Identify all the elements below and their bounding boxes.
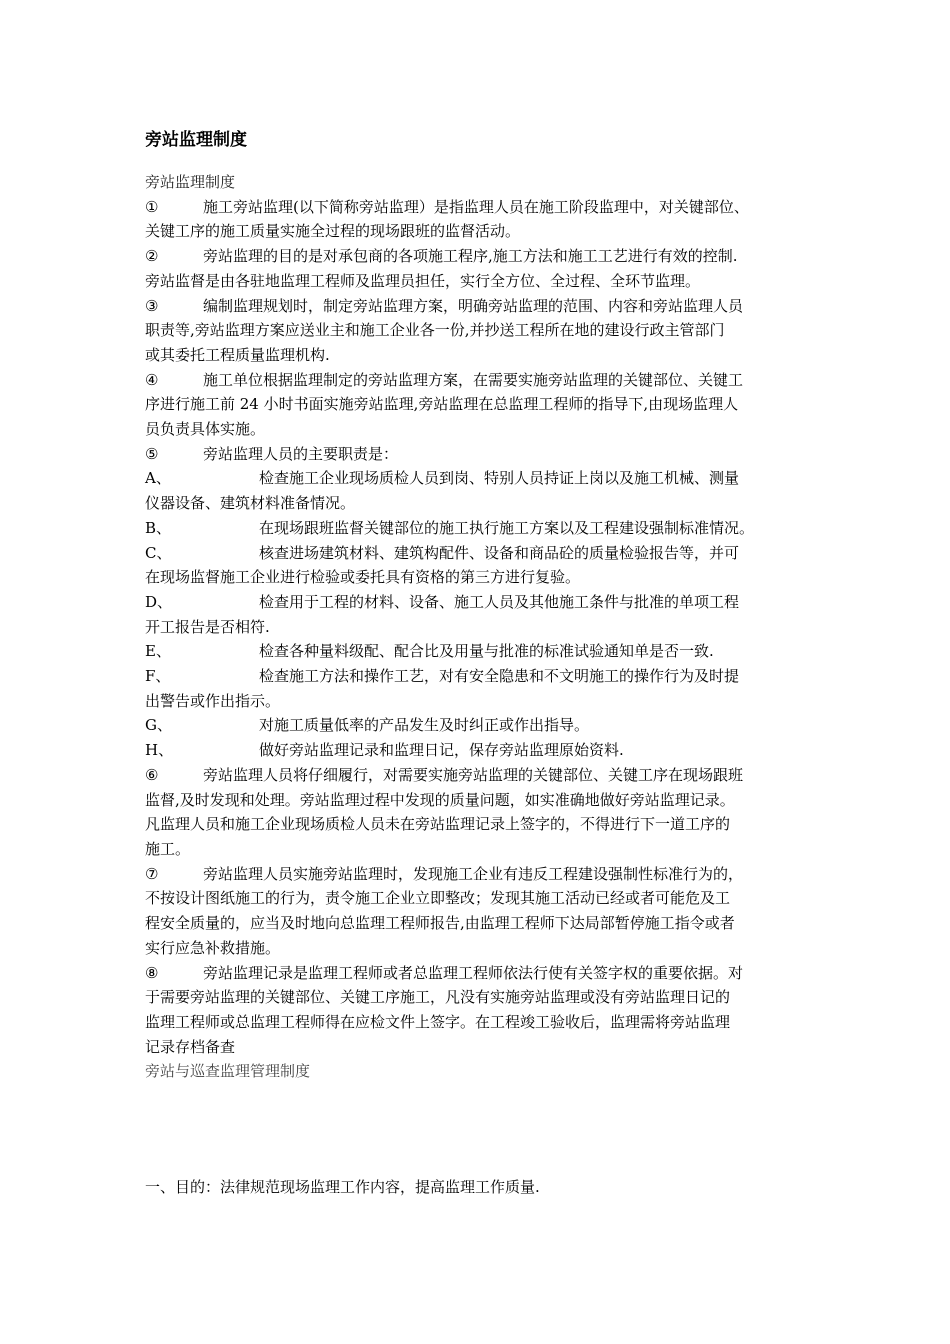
item-marker: B、 xyxy=(145,518,172,537)
item-marker: D、 xyxy=(145,592,173,611)
paragraph-list-1 xyxy=(145,195,810,467)
line-text: 对施工质量低率的产品发生及时纠正或作出指导。 xyxy=(259,716,590,735)
line-text: 职责等,旁站监理方案应送业主和施工企业各一份,并抄送工程所在地的建设行政主管部门 xyxy=(145,321,725,340)
text-line xyxy=(145,862,810,887)
line-text: 检查施工方法和操作工艺，对有安全隐患和不文明施工的操作行为及时提 xyxy=(259,667,740,686)
line-text: 在现场跟班监督关键部位的施工执行施工方案以及工程建设强制标准情况。 xyxy=(259,518,755,537)
line-text: 在现场监督施工企业进行检验或委托具有资格的第三方进行复验。 xyxy=(145,568,581,587)
text-line xyxy=(145,639,810,664)
line-text: 施工。 xyxy=(145,839,191,858)
text-line xyxy=(145,565,810,590)
text-line xyxy=(145,466,810,491)
item-marker: ⑧ xyxy=(145,963,159,982)
line-text: 检查施工企业现场质检人员到岗、特别人员持证上岗以及施工机械、测量 xyxy=(259,469,740,488)
line-text: 凡监理人员和施工企业现场质检人员未在旁站监理记录上签字的，不得进行下一道工序的 xyxy=(145,815,731,834)
text-line xyxy=(145,837,810,862)
duty-item xyxy=(145,516,810,541)
document-title: 旁站监理制度 xyxy=(145,130,247,150)
text-line xyxy=(145,269,810,294)
duty-item xyxy=(145,639,810,664)
line-text: 出警告或作出指示。 xyxy=(145,691,281,710)
duty-item xyxy=(145,738,810,763)
line-text: 于需要旁站监理的关键部位、关键工序施工，凡没有实施旁站监理或没有旁站监理日记的 xyxy=(145,988,731,1007)
duty-item xyxy=(145,713,810,738)
paragraph-list-2 xyxy=(145,763,810,1059)
item-marker: ③ xyxy=(145,296,159,315)
duty-item xyxy=(145,541,810,590)
text-line xyxy=(145,985,810,1010)
line-text: 开工报告是否相符. xyxy=(145,617,270,636)
numbered-paragraph xyxy=(145,862,810,961)
item-marker: E、 xyxy=(145,642,171,661)
line-text: 序进行施工前 24 小时书面实施旁站监理,旁站监理在总监理工程师的指导下,由现场监理人 xyxy=(145,395,739,414)
numbered-paragraph xyxy=(145,195,810,244)
text-line xyxy=(145,1035,810,1060)
line-text: 旁站监理记录是监理工程师或者总监理工程师依法行使有关签字权的重要依据。对 xyxy=(203,963,744,982)
line-text: 做好旁站监理记录和监理日记，保存旁站监理原始资料. xyxy=(259,741,624,760)
text-line xyxy=(145,244,810,269)
item-marker: ⑦ xyxy=(145,864,159,883)
line-text: 施工单位根据监理制定的旁站监理方案，在需要实施旁站监理的关键部位、关键工 xyxy=(203,370,744,389)
line-text: 核查进场建筑材料、建筑构配件、设备和商品砼的质量检验报告等，并可 xyxy=(259,543,740,562)
text-line xyxy=(145,195,810,220)
line-text: 员负责具体实施。 xyxy=(145,420,266,439)
text-line xyxy=(145,1010,810,1035)
text-line xyxy=(145,788,810,813)
numbered-paragraph xyxy=(145,294,810,368)
text-line xyxy=(145,961,810,986)
line-text: 施工旁站监理(以下简称旁站监理）是指监理人员在施工阶段监理中，对关键部位、 xyxy=(203,197,749,216)
text-line xyxy=(145,392,810,417)
text-line xyxy=(145,318,810,343)
line-text: 编制监理规划时，制定旁站监理方案，明确旁站监理的范围、内容和旁站监理人员 xyxy=(203,296,744,315)
section-one-heading: 一、目的：法律规范现场监理工作内容，提高监理工作质量. xyxy=(145,1178,540,1196)
text-line xyxy=(145,615,810,640)
numbered-paragraph xyxy=(145,244,810,293)
text-line xyxy=(145,812,810,837)
text-line xyxy=(145,936,810,961)
item-marker: H、 xyxy=(145,741,174,760)
text-line xyxy=(145,911,810,936)
item-marker: ⑥ xyxy=(145,765,159,784)
item-marker: ① xyxy=(145,197,159,216)
line-text: 或其委托工程质量监理机构. xyxy=(145,345,330,364)
text-line xyxy=(145,343,810,368)
line-text: 监理工程师或总监理工程师得在应检文件上签字。在工程竣工验收后，监理需将旁站监理 xyxy=(145,1012,731,1031)
text-line xyxy=(145,713,810,738)
text-line xyxy=(145,491,810,516)
duty-item xyxy=(145,466,810,515)
item-marker: C、 xyxy=(145,543,172,562)
duty-item xyxy=(145,664,810,713)
line-text: 检查各种量料级配、配合比及用量与批准的标准试验通知单是否一致. xyxy=(259,642,714,661)
document-subtitle: 旁站监理制度 xyxy=(145,173,236,191)
line-text: 监督,及时发现和处理。旁站监理过程中发现的质量问题，如实准确地做好旁站监理记录。 xyxy=(145,790,735,809)
text-line xyxy=(145,763,810,788)
line-text: 旁站监理人员实施旁站监理时，发现施工企业有违反工程建设强制性标准行为的， xyxy=(203,864,744,883)
line-text: 记录存档备查 xyxy=(145,1037,236,1056)
text-line xyxy=(145,294,810,319)
text-line xyxy=(145,541,810,566)
item-marker: ⑤ xyxy=(145,444,159,463)
duty-list xyxy=(145,466,810,762)
item-marker: A、 xyxy=(145,469,171,488)
line-text: 仪器设备、建筑材料准备情况。 xyxy=(145,494,356,513)
reference-title: 旁站与巡查监理管理制度 xyxy=(145,1062,311,1081)
document-body xyxy=(145,170,810,1084)
text-line xyxy=(145,516,810,541)
item-marker: ② xyxy=(145,247,159,266)
item-marker: G、 xyxy=(145,716,172,735)
duty-item xyxy=(145,590,810,639)
line-text: 旁站监理人员的主要职责是： xyxy=(203,444,399,463)
item-marker: F、 xyxy=(145,667,171,686)
line-text: 关键工序的施工质量实施全过程的现场跟班的监督活动。 xyxy=(145,222,521,241)
text-line xyxy=(145,738,810,763)
line-text: 实行应急补救措施。 xyxy=(145,938,281,957)
line-text: 旁站监理人员将仔细履行，对需要实施旁站监理的关键部位、关键工序在现场跟班 xyxy=(203,765,744,784)
line-text: 旁站监督是由各驻地监理工程师及监理员担任，实行全方位、全过程、全环节监理。 xyxy=(145,271,701,290)
text-line xyxy=(145,664,810,689)
text-line xyxy=(145,219,810,244)
text-line xyxy=(145,417,810,442)
line-text: 旁站监理的目的是对承包商的各项施工程序,施工方法和施工工艺进行有效的控制. xyxy=(203,247,738,266)
item-marker: ④ xyxy=(145,370,159,389)
text-line xyxy=(145,442,810,467)
text-line xyxy=(145,590,810,615)
numbered-paragraph xyxy=(145,961,810,1060)
text-line xyxy=(145,368,810,393)
line-text: 不按设计图纸施工的行为，责令施工企业立即整改；发现其施工活动已经或者可能危及工 xyxy=(145,889,731,908)
text-line xyxy=(145,886,810,911)
line-text: 程安全质量的，应当及时地向总监理工程师报告,由监理工程师下达局部暂停施工指令或者 xyxy=(145,914,735,933)
numbered-paragraph xyxy=(145,763,810,862)
numbered-paragraph xyxy=(145,442,810,467)
numbered-paragraph xyxy=(145,368,810,442)
text-line xyxy=(145,689,810,714)
line-text: 检查用于工程的材料、设备、施工人员及其他施工条件与批准的单项工程 xyxy=(259,592,740,611)
